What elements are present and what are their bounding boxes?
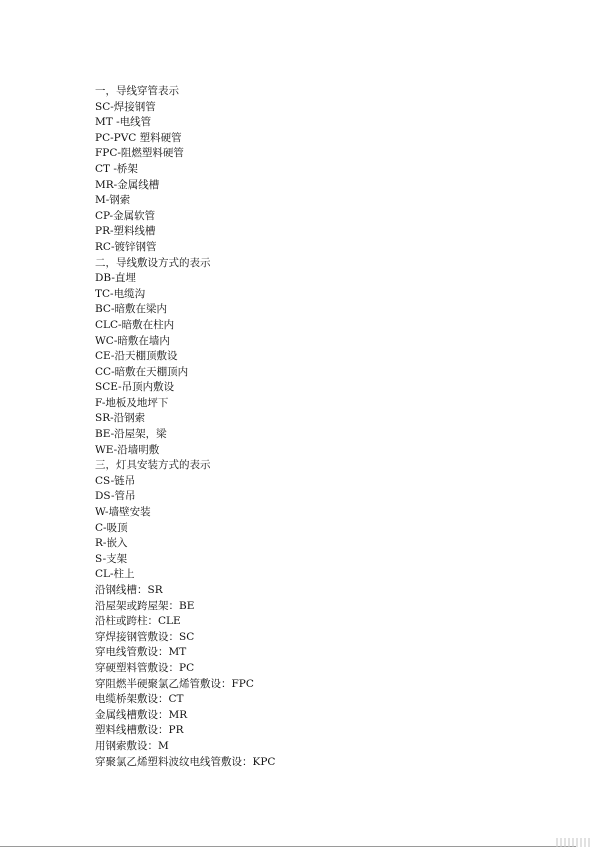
text-line: RC-镀锌钢管: [95, 240, 157, 253]
text-line: MT -电线管: [95, 116, 152, 129]
text-line: DS-管吊: [95, 490, 136, 503]
text-line: CS-链吊: [95, 474, 136, 487]
text-line: FPC-阻燃塑料硬管: [95, 147, 184, 160]
document-body: [95, 84, 555, 770]
text-line: SCE-吊顶内敷设: [95, 381, 175, 394]
text-line: 金属线槽敷设：MR: [95, 708, 188, 721]
text-line: SR-沿钢索: [95, 412, 146, 425]
text-line: C-吸顶: [95, 521, 128, 534]
section-heading-lamp-mounting: 三，灯具安装方式的表示: [95, 459, 211, 472]
text-line: 穿电线管敷设：MT: [95, 646, 187, 659]
text-line: SC-焊接钢管: [95, 100, 156, 113]
text-line: CC-暗敷在天棚顶内: [95, 365, 189, 378]
text-line: 塑料线槽敷设：PR: [95, 724, 184, 737]
text-line: CLC-暗敷在柱内: [95, 318, 175, 331]
text-line: 沿钢线槽：SR: [95, 584, 163, 596]
text-line: M-钢索: [95, 194, 131, 207]
corner-watermark: [556, 838, 590, 847]
text-line: R-嵌入: [95, 537, 128, 550]
text-line: 穿硬塑料管敷设：PC: [95, 661, 195, 674]
text-line: DB-直埋: [95, 272, 136, 285]
section-heading-conduit: 一，导线穿管表示: [95, 85, 179, 97]
text-line: 沿柱或跨柱：CLE: [95, 615, 181, 628]
footer-divider: [0, 846, 576, 847]
text-line: 用钢索敷设：M: [95, 739, 169, 752]
text-line: TC-电缆沟: [95, 287, 146, 300]
text-line: PR-塑料线槽: [95, 225, 156, 238]
text-line: WC-暗敷在墙内: [95, 334, 170, 347]
text-line: 穿焊接钢管敷设：SC: [95, 630, 195, 643]
text-line: 穿阻燃半硬聚氯乙烯管敷设：FPC: [95, 677, 254, 690]
text-line: F-地板及地坪下: [95, 396, 169, 409]
text-line: CE-沿天棚顶敷设: [95, 350, 178, 363]
text-line: 电缆桥架敷设：CT: [95, 693, 184, 706]
text-line: 沿屋架或跨屋架：BE: [95, 599, 195, 612]
text-line: WE-沿墙明敷: [95, 443, 160, 456]
text-line: CP-金属软管: [95, 209, 156, 222]
text-line: S-支架: [95, 552, 128, 565]
text-line: W-墙壁安装: [95, 506, 151, 519]
text-line: CL-柱上: [95, 568, 135, 581]
text-line: BC-暗敷在梁内: [95, 303, 167, 316]
text-line: PC-PVC 塑料硬管: [95, 131, 182, 144]
text-line: 穿聚氯乙烯塑料波纹电线管敷设：KPC: [95, 755, 276, 768]
text-line: MR-金属线槽: [95, 178, 160, 191]
text-line: CT -桥架: [95, 162, 138, 175]
section-heading-laying-methods: 二，导线敷设方式的表示: [95, 256, 211, 269]
text-line: BE-沿屋架，梁: [95, 428, 167, 441]
